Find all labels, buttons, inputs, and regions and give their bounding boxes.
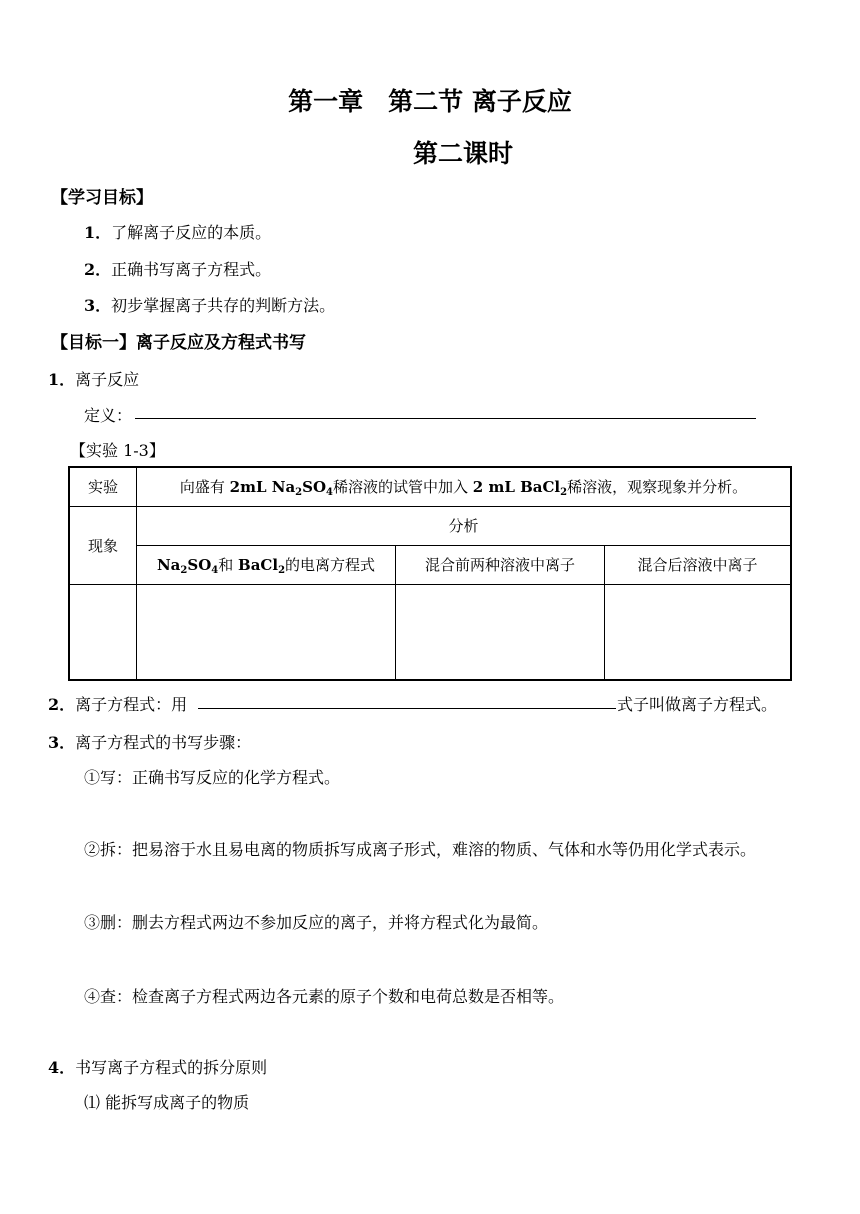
objective-1-text: 了解离子反应的本质。 bbox=[111, 223, 272, 242]
objective-2-text: 正确书写离子方程式。 bbox=[111, 260, 272, 279]
page-subtitle: 第二课时 bbox=[413, 139, 514, 168]
definition-label: 定义： bbox=[84, 406, 133, 425]
objective-3-text: 初步掌握离子共存的判断方法。 bbox=[111, 296, 336, 315]
cell-ions-after[interactable] bbox=[605, 584, 792, 680]
analysis-header: 分析 bbox=[137, 506, 792, 545]
cell-phenomenon[interactable] bbox=[69, 584, 137, 680]
item1 bbox=[48, 367, 139, 390]
objective-3-num: 3． bbox=[84, 296, 112, 315]
step-write: ①写：正确书写反应的化学方程式。 bbox=[84, 768, 341, 787]
item2-num: 2． bbox=[48, 695, 76, 714]
objectives-heading: 【学习目标】 bbox=[51, 188, 153, 208]
item1-text: 离子反应 bbox=[75, 370, 140, 389]
page-title: 第一章 第二节 离子反应 bbox=[288, 87, 572, 116]
item1-num: 1． bbox=[48, 370, 76, 389]
ionic-equation-blank[interactable] bbox=[198, 708, 616, 709]
experiment-label: 【实验 1-3】 bbox=[70, 441, 165, 460]
objective-1 bbox=[84, 220, 271, 243]
phenomenon-header: 现象 bbox=[69, 506, 137, 584]
item2-prefix: 离子方程式：用 bbox=[75, 695, 188, 714]
col-ions-before: 混合前两种溶液中离子 bbox=[396, 545, 605, 584]
item2 bbox=[48, 692, 187, 715]
item3-num: 3． bbox=[48, 733, 76, 752]
objective-2-num: 2． bbox=[84, 260, 112, 279]
item3-text: 离子方程式的书写步骤： bbox=[75, 733, 252, 752]
item4-sub: ⑴ 能拆写成离子的物质 bbox=[84, 1093, 250, 1112]
col-ionization-equation: $Na_2SO_4$和 BaCl$_2$的电离方程式 bbox=[137, 545, 396, 584]
step-split: ②拆：把易溶于水且易电离的物质拆写成离子形式，难溶的物质、气体和水等仍用化学式表示。 bbox=[84, 840, 757, 859]
experiment-header: 实验 bbox=[69, 467, 137, 506]
experiment-table bbox=[68, 466, 792, 681]
experiment-desc: 向盛有 2mL $Na_2SO_4$稀溶液的试管中加入 2 mL BaCl$_2$稀溶液，观察现象并分析。 bbox=[137, 467, 792, 506]
cell-ions-before[interactable] bbox=[396, 584, 605, 680]
step-delete: ③删：删去方程式两边不参加反应的离子，并将方程式化为最简。 bbox=[84, 913, 549, 932]
cell-ionization-equation[interactable] bbox=[137, 584, 396, 680]
step-check: ④查：检查离子方程式两边各元素的原子个数和电荷总数是否相等。 bbox=[84, 987, 565, 1006]
col-ions-after: 混合后溶液中离子 bbox=[605, 545, 792, 584]
item3 bbox=[48, 730, 251, 753]
objective-1-num: 1． bbox=[84, 223, 112, 242]
item4-num: 4． bbox=[48, 1058, 76, 1077]
item4-text: 书写离子方程式的拆分原则 bbox=[75, 1058, 268, 1077]
definition-blank[interactable] bbox=[135, 418, 756, 419]
objective-2 bbox=[84, 257, 271, 280]
item4 bbox=[48, 1055, 267, 1078]
objective-3 bbox=[84, 293, 335, 316]
item2-suffix: 式子叫做离子方程式。 bbox=[617, 695, 778, 714]
goal1-heading: 【目标一】离子反应及方程式书写 bbox=[51, 333, 306, 353]
